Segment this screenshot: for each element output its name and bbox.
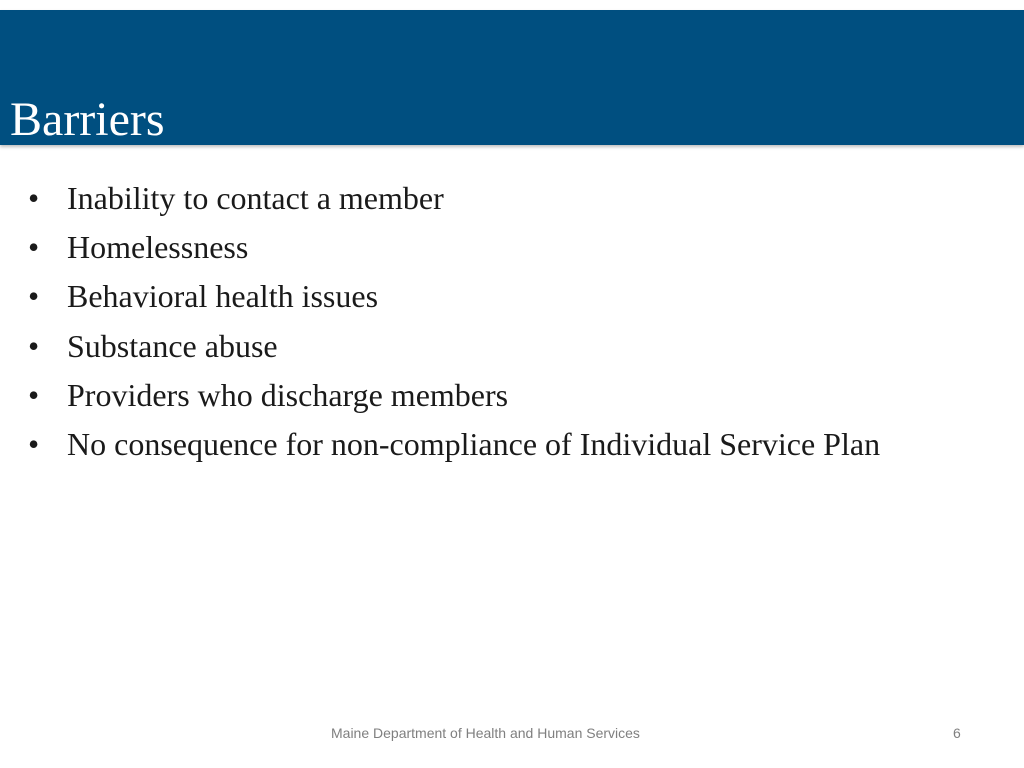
bullet-text: Behavioral health issues (67, 278, 379, 315)
bullet-icon: • (28, 229, 40, 266)
slide-title: Barriers (10, 93, 165, 146)
bullet-text: Substance abuse (67, 327, 278, 364)
bullet-text: No consequence for non-compliance of Individual Service Plan (67, 425, 881, 462)
bullet-text: Providers who discharge members (67, 376, 509, 413)
bullet-icon: • (28, 327, 40, 364)
footer-text: Maine Department of Health and Human Services (331, 725, 640, 741)
page-number: 6 (953, 725, 961, 741)
bullet-text: Inability to contact a member (67, 180, 444, 216)
bullet-icon: • (28, 278, 40, 315)
bullet-text: Homelessness (67, 229, 249, 266)
bullet-icon: • (28, 425, 40, 462)
bullet-icon: • (28, 180, 40, 216)
bullet-icon: • (28, 376, 40, 413)
title-bar (0, 10, 1024, 145)
